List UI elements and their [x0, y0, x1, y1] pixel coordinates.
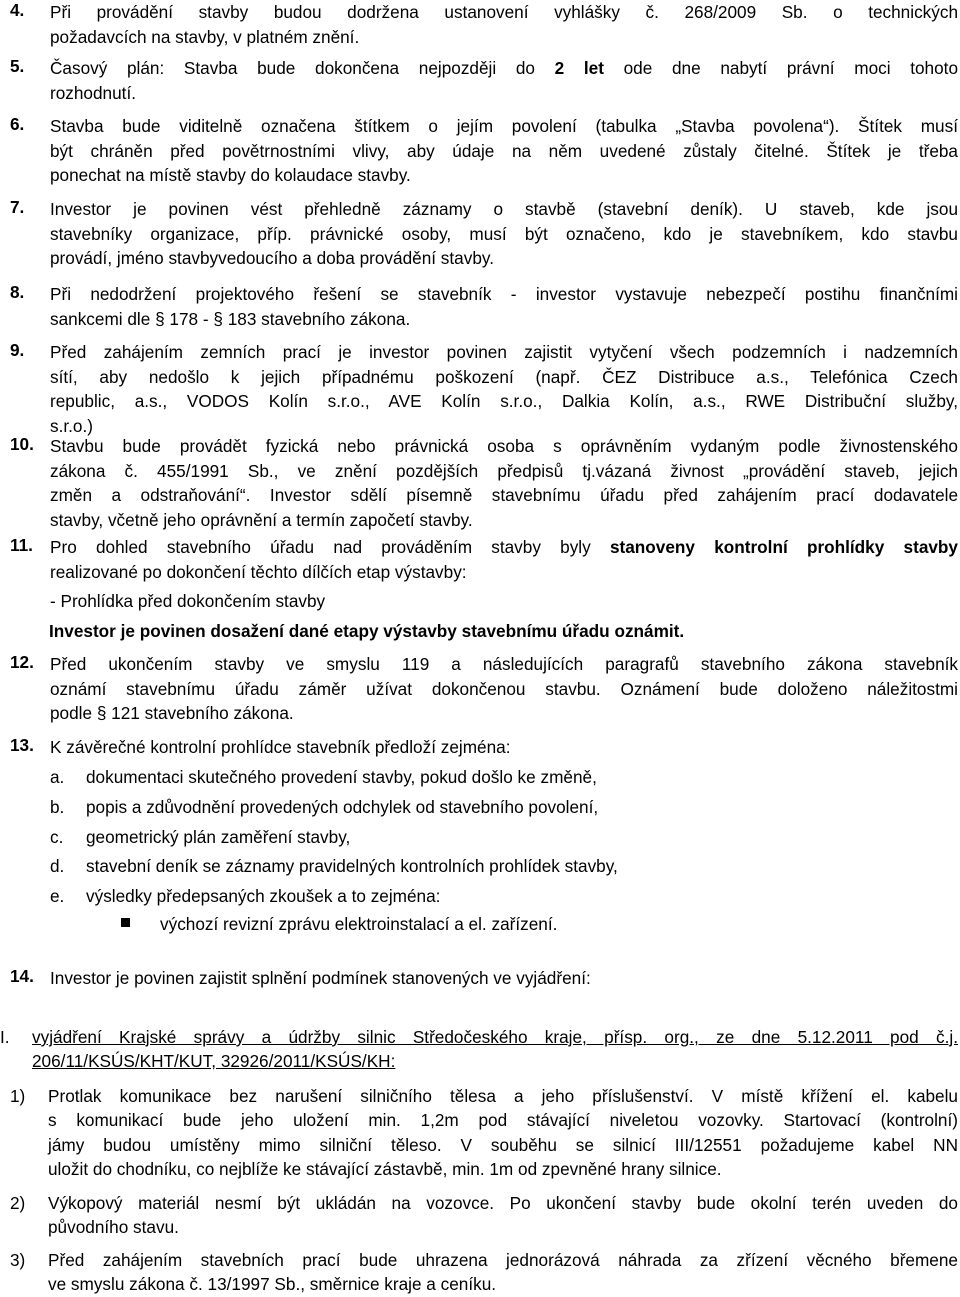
text-line: realizované po dokončení těchto dílčích etap výstavby: — [50, 561, 467, 582]
condition-number: 14. — [10, 966, 34, 986]
text-line: podle § 121 stavebního zákona. — [50, 703, 294, 723]
text-line: být chráněn před povětrnostními vlivy, aby údaje na něm uvedené zůstaly čitelné. Štítek je třeba — [50, 140, 958, 161]
sub-number: 1) — [10, 1086, 26, 1106]
condition-11 — [10, 535, 958, 643]
text-line: stavby, včetně jeho oprávnění a termín započetí stavby. — [50, 509, 473, 530]
condition-4 — [10, 0, 958, 49]
square-bullet-icon — [121, 918, 130, 927]
sub-number: 2) — [10, 1193, 26, 1213]
condition-number: 5. — [10, 56, 25, 76]
condition-10 — [10, 434, 958, 532]
text-line: s komunikací bude jeho uložení min. 1,2m pod stávající niveletou vozovky. Startovací (kontrolní) — [48, 1110, 958, 1130]
condition-14 — [10, 966, 958, 991]
text-line: uložit do chodníku, co nejblíže ke stávající zástavbě, min. 1m od zpevněné hrany silnice. — [48, 1159, 722, 1179]
text-line: Při nedodržení projektového řešení se stavebník - investor vystavuje nebezpečí postihu finančními — [50, 284, 958, 304]
condition-number: 10. — [10, 434, 34, 454]
text-line: zákona č. 455/1991 Sb., ve znění pozdějších předpisů tj.vázaná živnost „provádění staveb, jejich — [50, 460, 958, 481]
list-letter: a. — [50, 767, 65, 787]
condition-number: 6. — [10, 114, 25, 134]
text-line: sítí, aby nedošlo k jejich případnému poškození (např. ČEZ Distribuce a.s., Telefónica Czech — [50, 366, 958, 387]
list-letter-text: dokumentaci skutečného provedení stavby, pokud došlo ke změně, — [86, 767, 597, 787]
text-line: stavebníky organizace, příp. právnické osoby, musí být označeno, kdo je stavebníkem, kdo stavbu — [50, 223, 958, 244]
section-heading-line: 206/11/KSÚS/KHT/KUT, 32926/2011/KSÚS/KH: — [32, 1051, 396, 1071]
condition-number: 13. — [10, 735, 34, 755]
text-line: K závěrečné kontrolní prohlídce stavebník předloží zejména: — [50, 737, 511, 757]
text-line: Protlak komunikace bez narušení silničního tělesa a jeho příslušenství. V místě křížení el. kabelu — [48, 1086, 958, 1106]
list-letter-text: geometrický plán zaměření stavby, — [86, 827, 351, 847]
sub-number: 3) — [10, 1250, 26, 1270]
condition-6 — [10, 114, 958, 188]
text-line: provádí, jméno stavbyvedoucího a doba provádění stavby. — [50, 248, 494, 268]
list-letter: d. — [50, 856, 65, 876]
condition-9 — [10, 340, 958, 438]
bullet-text: výchozí revizní zprávu elektroinstalací a el. zařízení. — [160, 914, 558, 934]
text-line: jámy budou umístěny mimo silniční těleso. V souběhu se silnicí III/12551 požadujeme kabel NN — [48, 1135, 958, 1155]
list-letter-text: stavební deník se záznamy pravidelných kontrolních prohlídek stavby, — [86, 856, 618, 876]
text-line: Pro dohled stavebního úřadu nad prováděním stavby byly stanoveny kontrolní prohlídky stavby — [50, 537, 958, 557]
condition-8 — [10, 282, 958, 331]
text-line-bold: Investor je povinen dosažení dané etapy výstavby stavebnímu úřadu oznámit. — [49, 620, 685, 641]
condition-number: 12. — [10, 652, 34, 672]
text-line: Investor je povinen vést přehledně záznamy o stavbě (stavební deník). U staveb, kde jsou — [50, 199, 958, 219]
condition-7 — [10, 197, 958, 271]
deadline-bold: 2 let — [554, 58, 604, 78]
text-line: Stavba bude viditelně označena štítkem o jejím povolení (tabulka „Stavba povolena“). Štítek musí — [50, 116, 958, 136]
text-line: Výkopový materiál nesmí být ukládán na vozovce. Po ukončení stavby bude okolní terén uveden do — [48, 1193, 958, 1213]
text-line: Časový plán: Stavba bude dokončena nejpozději do 2 let ode dne nabytí právní moci tohoto — [50, 58, 958, 78]
text-line: - Prohlídka před dokončením stavby — [50, 591, 326, 611]
list-letter: b. — [50, 797, 65, 817]
text-line: oznámí stavebnímu úřadu záměr užívat dokončenou stavbu. Oznámení bude doloženo náležitostmi — [50, 678, 958, 699]
condition-5 — [10, 56, 958, 105]
text-line: republic, a.s., VODOS Kolín s.r.o., AVE Kolín s.r.o., Dalkia Kolín, a.s., RWE Distribuční služby, — [50, 391, 958, 411]
condition-number: 9. — [10, 340, 25, 360]
text-line: ponechat na místě stavby do kolaudace stavby. — [50, 165, 411, 185]
text-line: Před zahájením stavebních prací bude uhrazena jednorázová náhrada za zřízení věcného břemene — [48, 1250, 958, 1270]
text-line: Před zahájením zemních prací je investor povinen zajistit vytyčení všech podzemních i nadzemních — [50, 342, 958, 362]
list-letter-text: popis a zdůvodnění provedených odchylek od stavebního povolení, — [86, 797, 599, 817]
condition-number: 11. — [10, 535, 33, 555]
text-line: požadavcích na stavby, v platném znění. — [50, 26, 360, 47]
condition-number: 7. — [10, 197, 25, 217]
list-letter: e. — [50, 886, 65, 906]
list-letter-text: výsledky předepsaných zkoušek a to zejména: — [86, 886, 441, 906]
condition-12 — [10, 652, 958, 726]
condition-number: 8. — [10, 282, 25, 302]
condition-13 — [10, 735, 958, 760]
text-line: změn a odstraňování“. Investor sdělí písemně stavebnímu úřadu před zahájením prací dodavatele — [50, 485, 958, 505]
text-line: sankcemi dle § 178 - § 183 stavebního zákona. — [50, 308, 411, 329]
text-line: Při provádění stavby budou dodržena ustanovení vyhlášky č. 268/2009 Sb. o technických — [50, 2, 958, 22]
condition-number: 4. — [10, 0, 25, 20]
text-line: rozhodnutí. — [50, 82, 136, 103]
list-letter: c. — [50, 827, 64, 847]
text-line: ve smyslu zákona č. 13/1997 Sb., směrnice kraje a ceníku. — [48, 1274, 497, 1294]
text-line: s.r.o.) — [50, 415, 93, 436]
inspection-bold: stanoveny kontrolní prohlídky stavby — [609, 537, 958, 557]
section-number: I. — [0, 1027, 10, 1047]
text-line: Investor je povinen zajistit splnění podmínek stanovených ve vyjádření: — [50, 968, 591, 988]
section-heading-line: vyjádření Krajské správy a údržby silnic Středočeského kraje, přísp. org., ze dne 5.12.2011 pod č.j. — [32, 1027, 958, 1047]
text-line: původního stavu. — [48, 1217, 179, 1237]
text-line: Stavbu bude provádět fyzická nebo právnická osoba s oprávněním vydaným podle živnostenského — [50, 436, 958, 456]
text-line: Před ukončením stavby ve smyslu 119 a následujících paragrafů stavebního zákona stavebník — [50, 654, 958, 674]
